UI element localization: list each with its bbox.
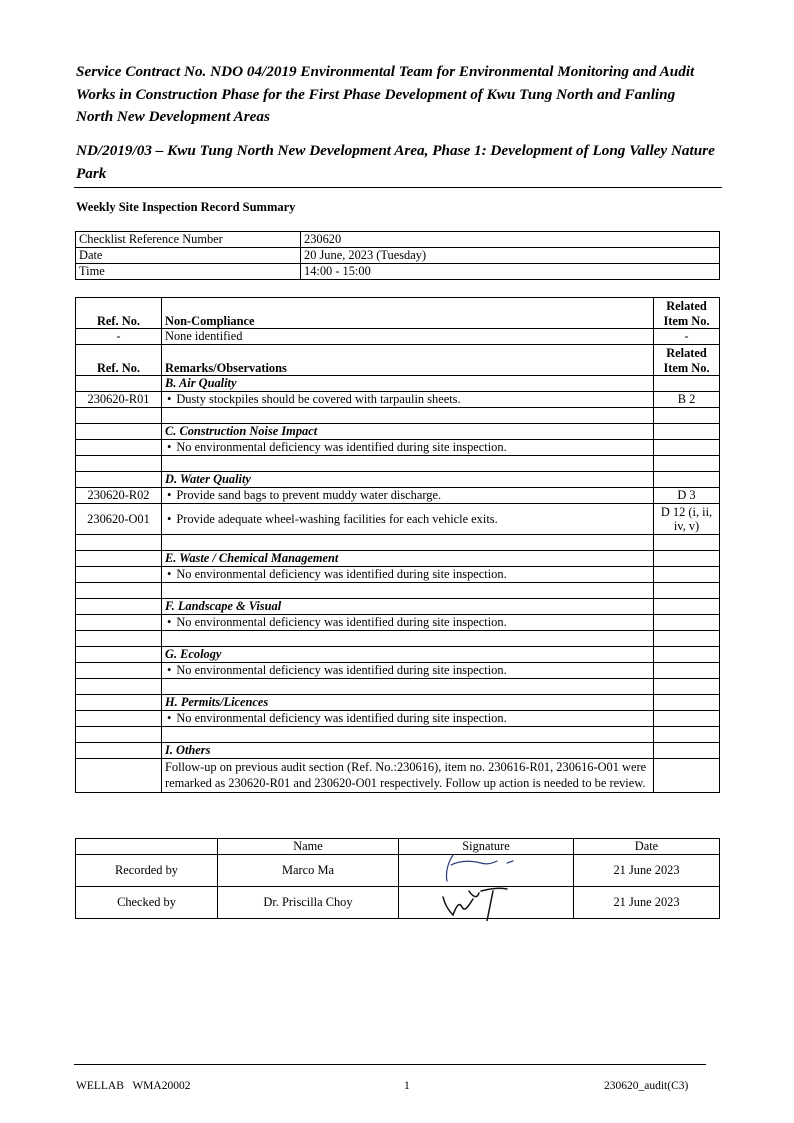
section-waste: E. Waste / Chemical Management xyxy=(162,551,654,567)
section-row xyxy=(76,743,720,759)
date-value: 20 June, 2023 (Tuesday) xyxy=(301,248,720,264)
col-related-item: Related Item No. xyxy=(654,298,720,329)
footer-company: WELLAB WMA20002 xyxy=(76,1080,191,1092)
remark-item: D 3 xyxy=(654,488,720,504)
col-ref-no: Ref. No. xyxy=(76,298,162,329)
section-ecology: G. Ecology xyxy=(162,647,654,663)
table-row xyxy=(76,488,720,504)
remark-text: • Provide sand bags to prevent muddy water discharge. xyxy=(162,488,654,504)
remark-ref: 230620-R02 xyxy=(76,488,162,504)
follow-up-text: Follow-up on previous audit section (Ref. No.:230616), item no. 230616-R01, 230616-O01 were remarked as 230620-R01 and 230620-O01 respectively. Follow up action is needed to be review. xyxy=(162,759,654,793)
remark-ref: 230620-R01 xyxy=(76,392,162,408)
handwritten-signature xyxy=(399,871,574,921)
remark-text: • No environmental deficiency was identified during site inspection. xyxy=(162,567,654,583)
time-value: 14:00 - 15:00 xyxy=(301,264,720,280)
col-date: Date xyxy=(574,839,720,855)
noncompliance-header-row xyxy=(76,298,720,329)
page-number: 1 xyxy=(404,1080,410,1092)
record-summary-heading: Weekly Site Inspection Record Summary xyxy=(76,200,296,214)
table-row xyxy=(76,711,720,727)
signoff-header-row xyxy=(76,839,720,855)
remark-ref: 230620-O01 xyxy=(76,504,162,535)
project-title: ND/2019/03 – Kwu Tung North New Development Area, Phase 1: Development of Long Valley Nature Park xyxy=(76,142,715,182)
section-others: I. Others xyxy=(162,743,654,759)
section-permits: H. Permits/Licences xyxy=(162,695,654,711)
recorded-row xyxy=(76,854,720,886)
recorded-name: Marco Ma xyxy=(218,854,399,886)
section-row xyxy=(76,647,720,663)
inspection-table xyxy=(75,297,720,793)
nc-item: - xyxy=(654,329,720,345)
remark-item: B 2 xyxy=(654,392,720,408)
nc-desc: None identified xyxy=(162,329,654,345)
section-row xyxy=(76,695,720,711)
section-row xyxy=(76,599,720,615)
table-row xyxy=(76,615,720,631)
checklist-info-table xyxy=(75,231,720,280)
footer-file-ref: 230620_audit(C3) xyxy=(604,1080,689,1092)
table-row xyxy=(76,440,720,456)
recorded-label: Recorded by xyxy=(76,854,218,886)
col-ref-no: Ref. No. xyxy=(76,345,162,376)
col-name: Name xyxy=(218,839,399,855)
ref-label: Checklist Reference Number xyxy=(76,232,301,248)
col-signature: Signature xyxy=(399,839,574,855)
table-row xyxy=(76,392,720,408)
blank-row xyxy=(76,727,720,743)
footer-rule xyxy=(74,1064,706,1065)
section-landscape: F. Landscape & Visual xyxy=(162,599,654,615)
section-water-quality: D. Water Quality xyxy=(162,472,654,488)
remark-text: • No environmental deficiency was identified during site inspection. xyxy=(162,663,654,679)
section-air-quality: B. Air Quality xyxy=(162,376,654,392)
table-row xyxy=(76,663,720,679)
table-row xyxy=(76,504,720,535)
nc-ref: - xyxy=(76,329,162,345)
ref-value: 230620 xyxy=(301,232,720,248)
remark-text: • Provide adequate wheel-washing facilities for each vehicle exits. xyxy=(162,504,654,535)
blank-row xyxy=(76,535,720,551)
date-label: Date xyxy=(76,248,301,264)
checked-label: Checked by xyxy=(76,886,218,918)
table-row xyxy=(76,264,720,280)
col-remarks: Remarks/Observations xyxy=(162,345,654,376)
table-row xyxy=(76,759,720,793)
contract-title: Service Contract No. NDO 04/2019 Environmental Team for Environmental Monitoring and Audit Works in Construction Phase for the First Phase Development of Kwu Tung North and Fanling North New Development Areas xyxy=(76,63,695,125)
remark-text: • No environmental deficiency was identified during site inspection. xyxy=(162,711,654,727)
remarks-header-row xyxy=(76,345,720,376)
table-row xyxy=(76,329,720,345)
table-row xyxy=(76,248,720,264)
remark-text: • No environmental deficiency was identified during site inspection. xyxy=(162,440,654,456)
blank-row xyxy=(76,408,720,424)
col-related-item: Related Item No. xyxy=(654,345,720,376)
checked-name: Dr. Priscilla Choy xyxy=(218,886,399,918)
header-rule xyxy=(74,187,722,188)
time-label: Time xyxy=(76,264,301,280)
signoff-table xyxy=(75,838,720,919)
blank-row xyxy=(76,583,720,599)
section-row xyxy=(76,551,720,567)
recorded-date: 21 June 2023 xyxy=(574,854,720,886)
table-row xyxy=(76,232,720,248)
col-non-compliance: Non-Compliance xyxy=(162,298,654,329)
remark-item: D 12 (i, ii, iv, v) xyxy=(654,504,720,535)
blank-row xyxy=(76,456,720,472)
section-row xyxy=(76,376,720,392)
blank-row xyxy=(76,631,720,647)
checked-date: 21 June 2023 xyxy=(574,886,720,918)
blank-row xyxy=(76,679,720,695)
table-row xyxy=(76,567,720,583)
remark-text: • No environmental deficiency was identified during site inspection. xyxy=(162,615,654,631)
checked-signature xyxy=(399,886,574,918)
remark-text: • Dusty stockpiles should be covered with tarpaulin sheets. xyxy=(162,392,654,408)
section-row xyxy=(76,472,720,488)
section-row xyxy=(76,424,720,440)
checked-row xyxy=(76,886,720,918)
section-noise: C. Construction Noise Impact xyxy=(162,424,654,440)
